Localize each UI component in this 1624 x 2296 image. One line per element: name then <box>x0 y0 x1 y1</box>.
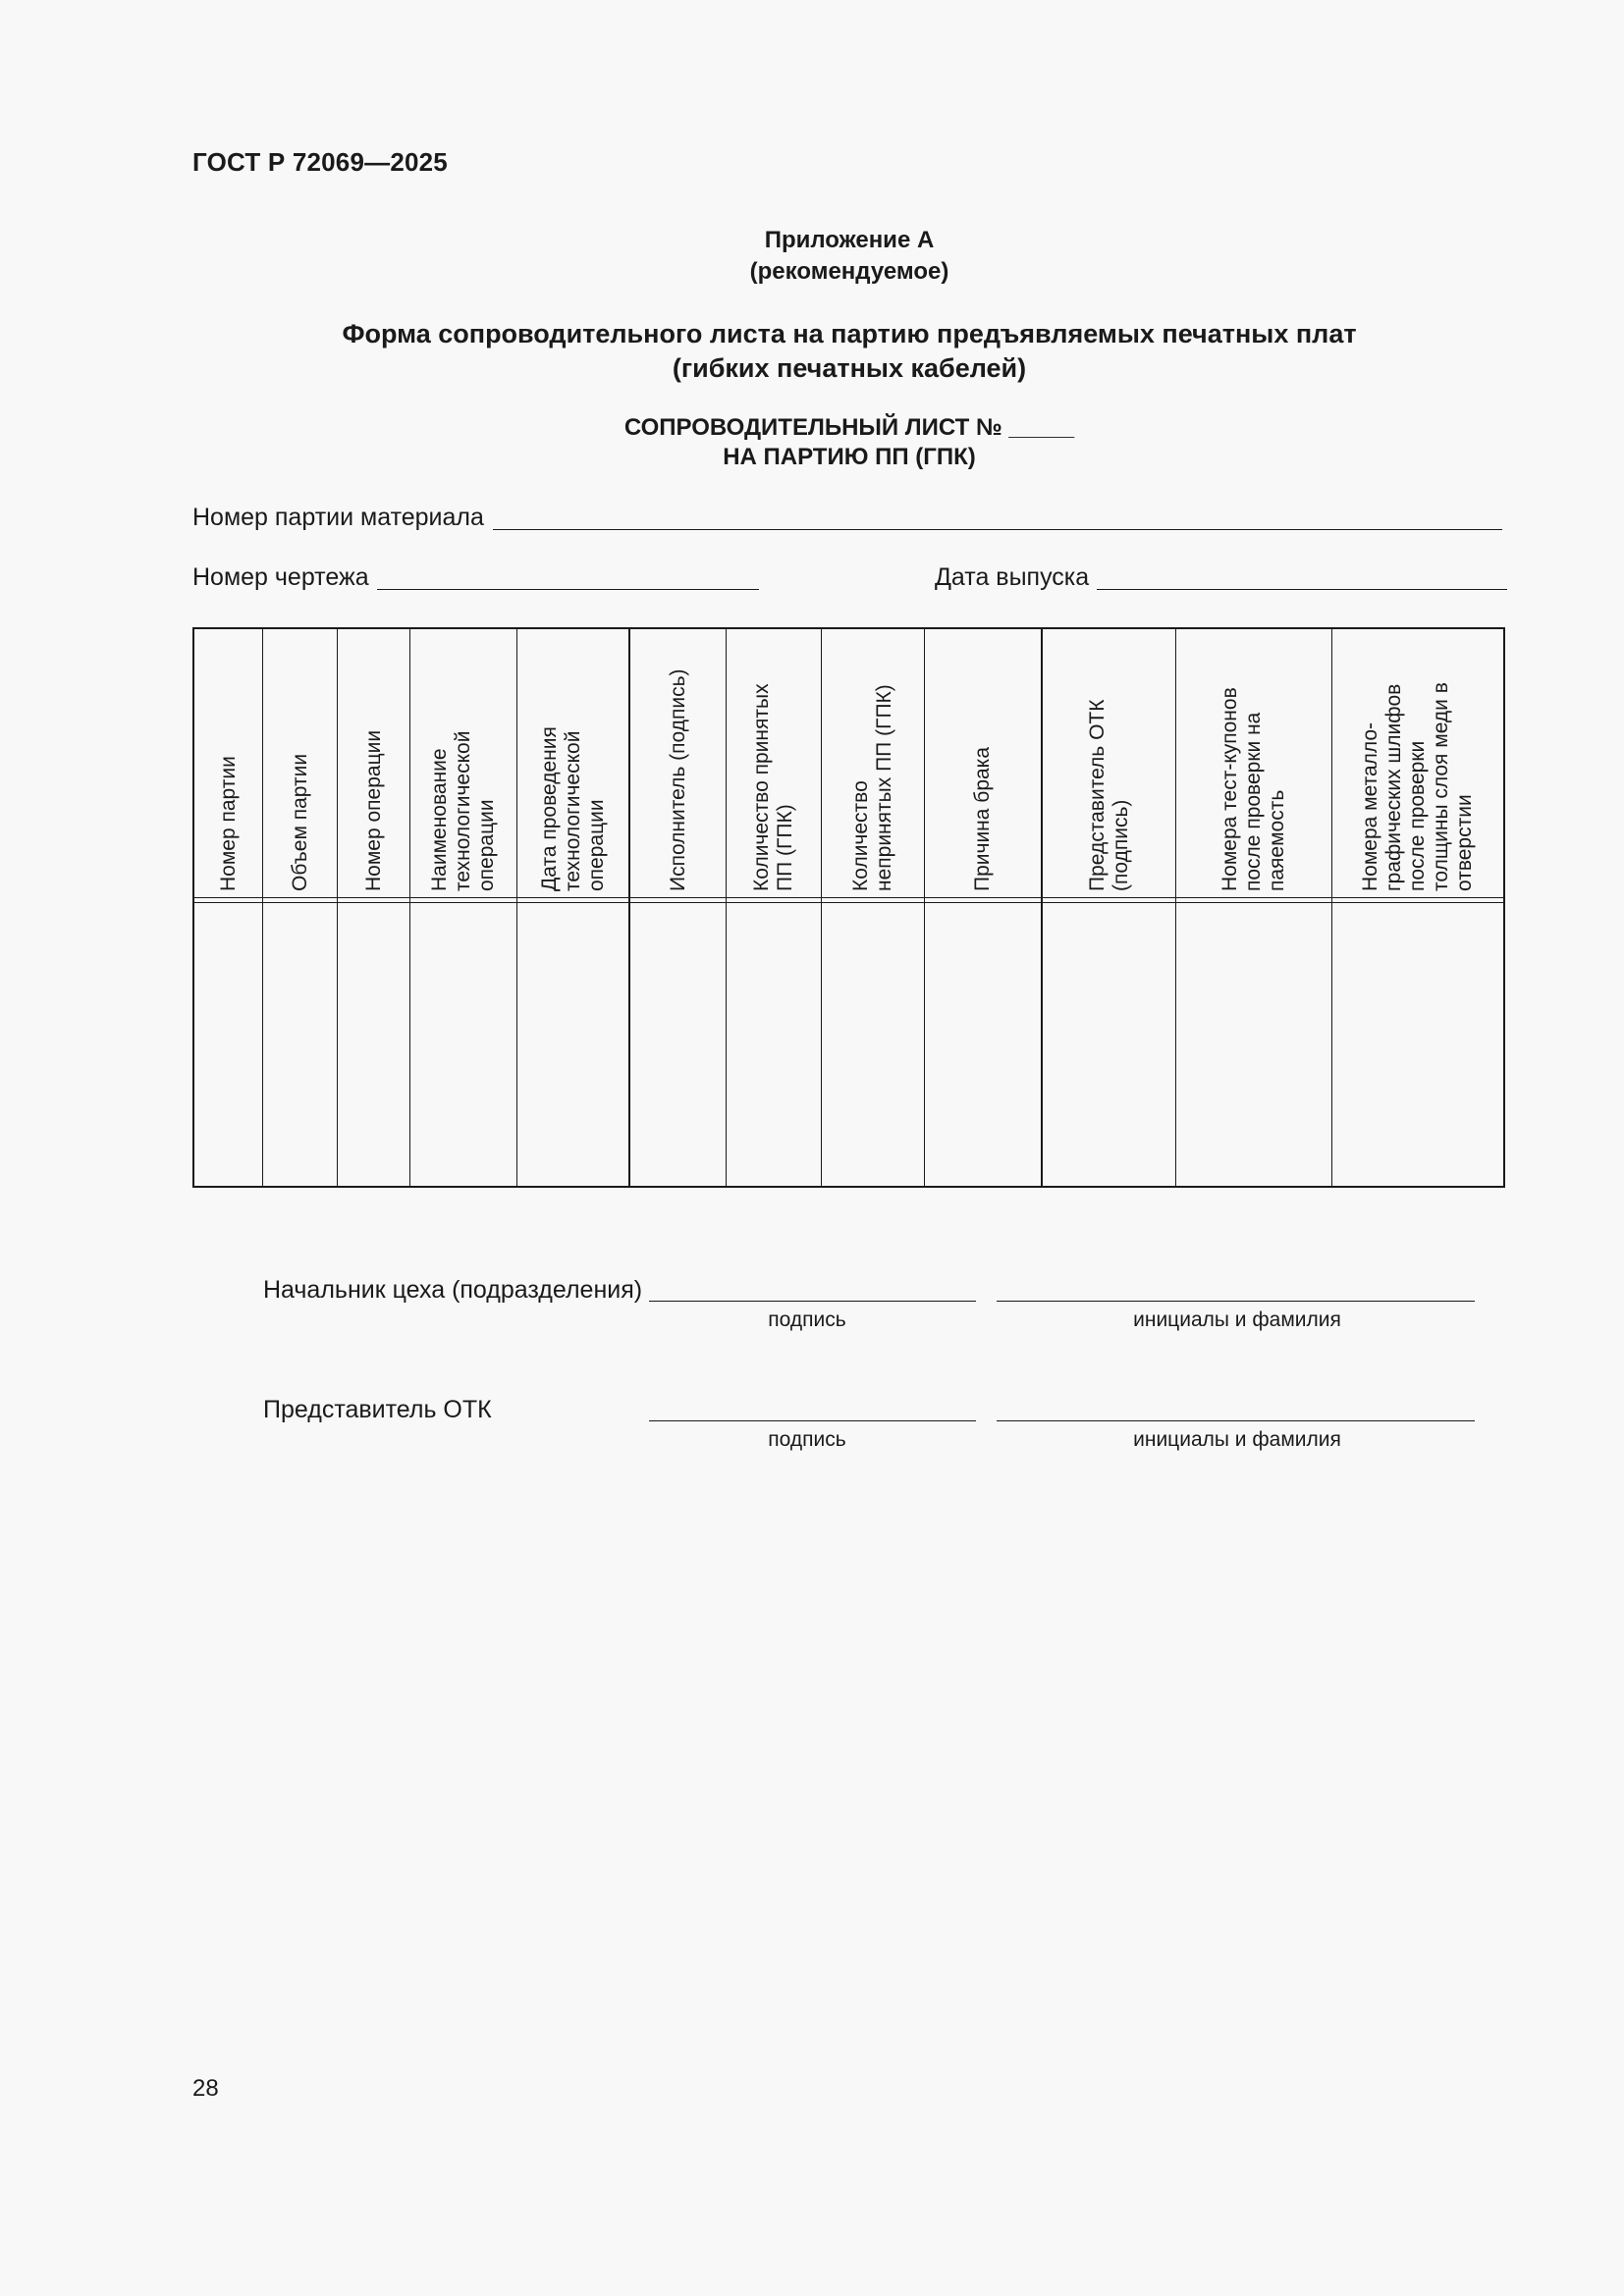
header-cell-operation-date <box>517 629 628 896</box>
qc-rep-signature-line[interactable] <box>649 1420 976 1421</box>
material-batch-label: Номер партии материала <box>192 504 484 531</box>
table-cell[interactable] <box>338 903 409 1186</box>
header-label: Номера тест-купонов после проверки на паяемость <box>1218 687 1288 891</box>
header-separator <box>192 897 1505 898</box>
appendix-kind: (рекомендуемое) <box>749 258 949 285</box>
drawing-number-field[interactable] <box>377 589 759 590</box>
signature-caption: подпись <box>768 1308 846 1331</box>
table-cell[interactable] <box>410 903 516 1186</box>
header-label: Причина брака <box>971 747 994 891</box>
header-label: Номер партии <box>216 756 240 891</box>
appendix-title: Приложение А <box>764 227 935 253</box>
name-caption: инициалы и фамилия <box>1133 1308 1341 1331</box>
table-cell[interactable] <box>194 903 262 1186</box>
name-caption: инициалы и фамилия <box>1133 1428 1341 1451</box>
head-of-shop-label: Начальник цеха (подразделения) <box>263 1276 643 1304</box>
sheet-title: СОПРОВОДИТЕЛЬНЫЙ ЛИСТ № _____ <box>623 414 1075 441</box>
table-cell[interactable] <box>517 903 628 1186</box>
header-label: Наименование технологической операции <box>428 730 498 891</box>
header-cell-operation-name <box>410 629 516 896</box>
header-label: Дата проведения технологической операции <box>537 726 608 891</box>
header-label: Количество непринятых ПП (ГПК) <box>849 684 895 891</box>
table-cell[interactable] <box>1332 903 1503 1186</box>
sheet-subtitle: НА ПАРТИЮ ПП (ГПК) <box>723 444 976 470</box>
header-cell-batch-volume <box>263 629 337 896</box>
material-batch-field[interactable] <box>493 529 1502 530</box>
table-cell[interactable] <box>630 903 726 1186</box>
table-cell[interactable] <box>925 903 1041 1186</box>
header-cell-accepted-count <box>727 629 821 896</box>
header-label: Количество принятых ПП (ГПК) <box>750 683 796 891</box>
page-number: 28 <box>192 2075 219 2102</box>
header-label: Объем партии <box>288 753 311 891</box>
header-cell-batch-number <box>194 629 262 896</box>
header-cell-qc-representative <box>1043 629 1175 896</box>
table-cell[interactable] <box>1043 903 1175 1186</box>
header-cell-executor <box>630 629 726 896</box>
header-cell-defect-reason <box>925 629 1041 896</box>
table-cell[interactable] <box>1176 903 1331 1186</box>
drawing-number-label: Номер чертежа <box>192 563 369 591</box>
release-date-field[interactable] <box>1097 589 1507 590</box>
header-label: Исполнитель (подпись) <box>666 668 689 891</box>
head-of-shop-signature-line[interactable] <box>649 1301 976 1302</box>
signature-caption: подпись <box>768 1428 846 1451</box>
table-cell[interactable] <box>822 903 924 1186</box>
header-label: Номера металло- графических шлифов после проверки толщины слоя меди в отверстии <box>1359 682 1476 891</box>
form-title: Форма сопроводительного листа на партию предъявляемых печатных плат <box>342 319 1357 348</box>
release-date-label: Дата выпуска <box>935 563 1090 591</box>
qc-rep-label: Представитель ОТК <box>263 1396 492 1423</box>
header-cell-test-coupons <box>1176 629 1331 896</box>
header-cell-rejected-count <box>822 629 924 896</box>
header-cell-microsections <box>1332 629 1503 896</box>
header-cell-operation-number <box>338 629 409 896</box>
header-label: Номер операции <box>361 729 385 891</box>
head-of-shop-name-line[interactable] <box>997 1301 1475 1302</box>
qc-rep-name-line[interactable] <box>997 1420 1475 1421</box>
table-cell[interactable] <box>263 903 337 1186</box>
table-cell[interactable] <box>727 903 821 1186</box>
document-code: ГОСТ Р 72069—2025 <box>192 147 448 177</box>
header-label: Представитель ОТК (подпись) <box>1085 699 1132 891</box>
form-subtitle: (гибких печатных кабелей) <box>672 353 1027 383</box>
